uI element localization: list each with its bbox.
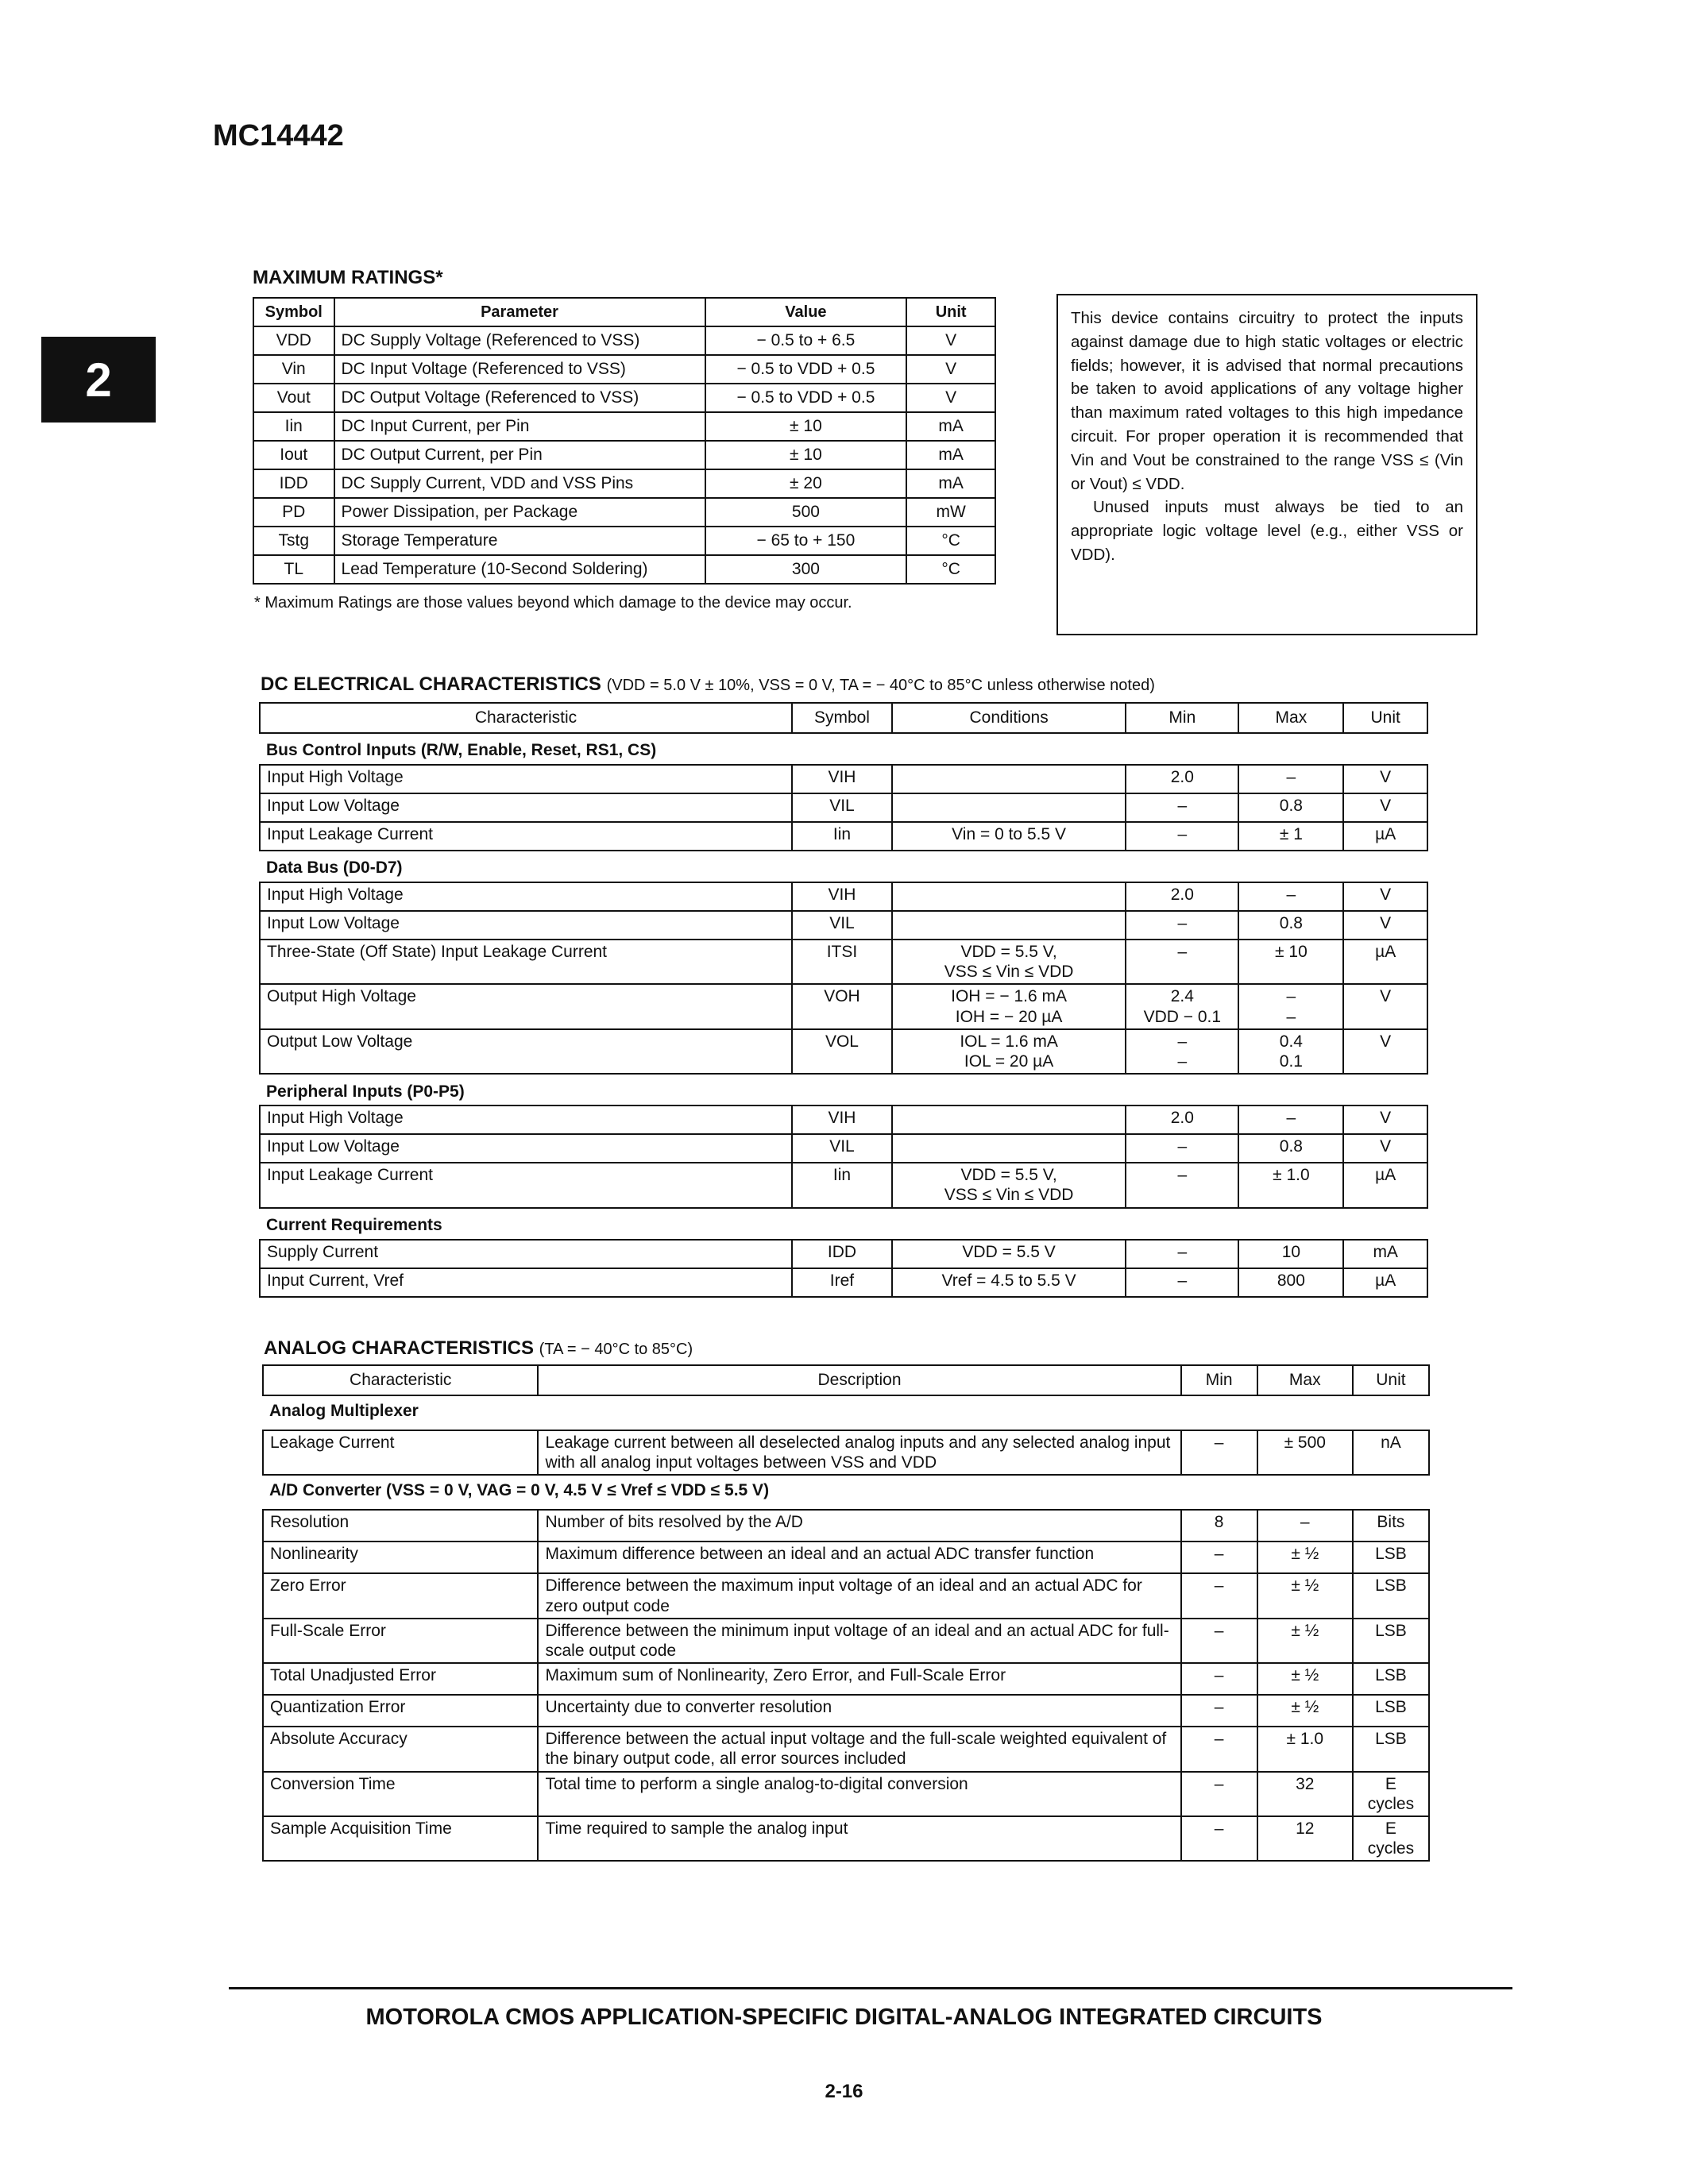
table-cell: 2.0 xyxy=(1126,765,1238,793)
table-cell: – xyxy=(1126,1163,1238,1207)
section-title: Analog Multiplexer xyxy=(269,1402,419,1420)
table-cell: V xyxy=(1343,1029,1427,1074)
column-header: Description xyxy=(538,1365,1180,1395)
analog-characteristics-table xyxy=(262,1364,1430,1862)
table-cell: 12 xyxy=(1257,1816,1353,1861)
table-cell: V xyxy=(1343,765,1427,793)
table-cell: Vref = 4.5 to 5.5 V xyxy=(892,1268,1126,1297)
table-cell: mA xyxy=(906,412,995,441)
table-cell: ± ½ xyxy=(1257,1542,1353,1573)
table-cell: Full-Scale Error xyxy=(263,1619,538,1663)
table-cell: – – xyxy=(1126,1029,1238,1074)
table-cell: ± 1.0 xyxy=(1238,1163,1343,1207)
table-cell: Input Low Voltage xyxy=(260,911,792,940)
table-cell: LSB xyxy=(1353,1619,1429,1663)
table-cell: Input Leakage Current xyxy=(260,1163,792,1207)
section-header-row xyxy=(263,1475,1429,1510)
table-cell: µA xyxy=(1343,1268,1427,1297)
section-header-row xyxy=(260,1074,1427,1106)
table-row xyxy=(253,384,995,412)
table-row xyxy=(263,1573,1429,1618)
max-ratings-title: MAXIMUM RATINGS* xyxy=(253,267,443,288)
table-cell: V xyxy=(1343,1134,1427,1163)
max-ratings-table xyxy=(253,297,996,585)
table-cell: − 65 to + 150 xyxy=(705,527,907,555)
table-cell: VDD = 5.5 V, VSS ≤ Vin ≤ VDD xyxy=(892,940,1126,984)
section-header-row xyxy=(260,851,1427,882)
table-cell: – xyxy=(1181,1816,1257,1861)
table-cell: Total Unadjusted Error xyxy=(263,1663,538,1695)
table-cell: – xyxy=(1181,1619,1257,1663)
table-cell: – – xyxy=(1238,984,1343,1028)
table-cell: ± 1 xyxy=(1238,822,1343,851)
table-cell: Difference between the maximum input voltage of an ideal and an actual ADC for zero output code xyxy=(538,1573,1180,1618)
table-cell: µA xyxy=(1343,822,1427,851)
column-header: Symbol xyxy=(792,703,892,733)
column-header: Min xyxy=(1126,703,1238,733)
table-cell: Storage Temperature xyxy=(334,527,705,555)
table-cell: – xyxy=(1126,1268,1238,1297)
table-cell: mA xyxy=(906,469,995,498)
esd-note-paragraph-2: Unused inputs must always be tied to an appropriate logic voltage level (e.g., either VSS or VDD). xyxy=(1071,498,1463,564)
table-row xyxy=(263,1727,1429,1771)
table-cell: Input Low Voltage xyxy=(260,793,792,822)
section-title: A/D Converter (VSS = 0 V, VAG = 0 V, 4.5 V ≤ Vref ≤ VDD ≤ 5.5 V) xyxy=(269,1481,770,1500)
table-cell: Total time to perform a single analog-to-digital conversion xyxy=(538,1772,1180,1816)
table-cell: DC Output Current, per Pin xyxy=(334,441,705,469)
table-row xyxy=(260,940,1427,984)
table-cell: VIL xyxy=(792,1134,892,1163)
table-row xyxy=(263,1663,1429,1695)
table-cell: − 0.5 to VDD + 0.5 xyxy=(705,355,907,384)
column-header: Unit xyxy=(1353,1365,1429,1395)
table-cell: Conversion Time xyxy=(263,1772,538,1816)
table-cell: – xyxy=(1181,1542,1257,1573)
page-number: 2-16 xyxy=(825,2081,863,2102)
table-cell: LSB xyxy=(1353,1727,1429,1771)
table-cell: Power Dissipation, per Package xyxy=(334,498,705,527)
table-cell: Number of bits resolved by the A/D xyxy=(538,1510,1180,1542)
table-row xyxy=(260,765,1427,793)
table-cell: LSB xyxy=(1353,1542,1429,1573)
table-cell: IDD xyxy=(253,469,334,498)
table-cell: Input Leakage Current xyxy=(260,822,792,851)
table-cell: ± 500 xyxy=(1257,1430,1353,1475)
table-row xyxy=(263,1816,1429,1861)
section-title: Data Bus (D0-D7) xyxy=(266,859,403,878)
column-header: Characteristic xyxy=(263,1365,538,1395)
table-cell: Iin xyxy=(792,822,892,851)
analog-characteristics-title xyxy=(264,1337,693,1360)
table-cell: Iout xyxy=(253,441,334,469)
table-cell: Input High Voltage xyxy=(260,882,792,911)
table-cell: Leakage current between all deselected analog inputs and any selected analog input with all analog input voltages between VSS and VDD xyxy=(538,1430,1180,1475)
table-row xyxy=(260,1106,1427,1134)
table-cell: Iin xyxy=(253,412,334,441)
table-cell: Zero Error xyxy=(263,1573,538,1618)
table-cell: mA xyxy=(1343,1240,1427,1268)
table-cell: Lead Temperature (10-Second Soldering) xyxy=(334,555,705,584)
table-cell: – xyxy=(1181,1772,1257,1816)
table-cell: VIH xyxy=(792,882,892,911)
table-cell: − 0.5 to + 6.5 xyxy=(705,326,907,355)
table-cell xyxy=(892,765,1126,793)
table-cell: V xyxy=(906,326,995,355)
table-cell: °C xyxy=(906,527,995,555)
table-cell: ± 1.0 xyxy=(1257,1727,1353,1771)
table-cell: – xyxy=(1181,1695,1257,1727)
table-cell: IOL = 1.6 mA IOL = 20 µA xyxy=(892,1029,1126,1074)
dc-conditions: (VDD = 5.0 V ± 10%, VSS = 0 V, TA = − 40°C to 85°C unless otherwise noted) xyxy=(606,677,1155,694)
table-row xyxy=(253,527,995,555)
table-cell: DC Supply Voltage (Referenced to VSS) xyxy=(334,326,705,355)
table-cell: – xyxy=(1126,793,1238,822)
table-cell: – xyxy=(1126,940,1238,984)
table-cell: Sample Acquisition Time xyxy=(263,1816,538,1861)
table-cell: ± ½ xyxy=(1257,1573,1353,1618)
table-row xyxy=(253,355,995,384)
table-cell: Resolution xyxy=(263,1510,538,1542)
table-cell: Quantization Error xyxy=(263,1695,538,1727)
table-cell: Absolute Accuracy xyxy=(263,1727,538,1771)
column-header: Unit xyxy=(906,298,995,326)
analog-conditions: (TA = − 40°C to 85°C) xyxy=(539,1341,693,1358)
table-cell: VDD = 5.5 V xyxy=(892,1240,1126,1268)
table-row xyxy=(260,882,1427,911)
table-cell: Iin xyxy=(792,1163,892,1207)
section-tab: 2 xyxy=(41,337,156,423)
table-cell: ± 10 xyxy=(705,412,907,441)
table-cell: Three-State (Off State) Input Leakage Current xyxy=(260,940,792,984)
section-title: Bus Control Inputs (R/W, Enable, Reset, RS1, CS) xyxy=(266,741,657,760)
column-header: Max xyxy=(1238,703,1343,733)
column-header: Unit xyxy=(1343,703,1427,733)
table-cell: Difference between the minimum input voltage of an ideal and an actual ADC for full-scale output code xyxy=(538,1619,1180,1663)
table-cell: ± 10 xyxy=(1238,940,1343,984)
table-row xyxy=(260,822,1427,851)
table-cell: V xyxy=(1343,1106,1427,1134)
column-header: Symbol xyxy=(253,298,334,326)
table-row xyxy=(260,911,1427,940)
table-cell: Nonlinearity xyxy=(263,1542,538,1573)
table-row xyxy=(263,1542,1429,1573)
column-header: Characteristic xyxy=(260,703,792,733)
esd-note-paragraph-1: This device contains circuitry to protect the inputs against damage due to high static voltages or electric fields; however, it is advised that normal precautions be taken to avoid applications of any voltage higher than maximum rated voltages to this high impedance circuit. For proper operation it is recommended that Vin and Vout be constrained to the range VSS ≤ (Vin or Vout) ≤ VDD. xyxy=(1071,309,1463,493)
footer-text: MOTOROLA CMOS APPLICATION-SPECIFIC DIGITAL-ANALOG INTEGRATED CIRCUITS xyxy=(365,2005,1323,2030)
column-header: Conditions xyxy=(892,703,1126,733)
table-cell: ± 20 xyxy=(705,469,907,498)
table-row xyxy=(253,469,995,498)
table-cell: DC Input Voltage (Referenced to VSS) xyxy=(334,355,705,384)
table-cell: VIL xyxy=(792,793,892,822)
table-cell: Maximum sum of Nonlinearity, Zero Error, and Full-Scale Error xyxy=(538,1663,1180,1695)
table-cell: – xyxy=(1181,1573,1257,1618)
table-cell: Input Current, Vref xyxy=(260,1268,792,1297)
table-cell: mW xyxy=(906,498,995,527)
table-cell: ± ½ xyxy=(1257,1663,1353,1695)
table-cell: LSB xyxy=(1353,1573,1429,1618)
table-cell xyxy=(892,793,1126,822)
column-header: Min xyxy=(1181,1365,1257,1395)
table-cell: Vin = 0 to 5.5 V xyxy=(892,822,1126,851)
table-row xyxy=(260,1163,1427,1207)
table-cell: – xyxy=(1238,882,1343,911)
table-row xyxy=(260,984,1427,1028)
table-cell: V xyxy=(1343,911,1427,940)
table-row xyxy=(253,498,995,527)
table-cell: LSB xyxy=(1353,1695,1429,1727)
column-header: Parameter xyxy=(334,298,705,326)
table-cell: µA xyxy=(1343,940,1427,984)
table-cell: 0.8 xyxy=(1238,1134,1343,1163)
table-cell: IOH = − 1.6 mA IOH = − 20 µA xyxy=(892,984,1126,1028)
table-cell: 500 xyxy=(705,498,907,527)
table-cell xyxy=(892,911,1126,940)
table-cell: Iref xyxy=(792,1268,892,1297)
table-cell: VIH xyxy=(792,765,892,793)
table-cell xyxy=(892,1134,1126,1163)
table-cell: VIH xyxy=(792,1106,892,1134)
table-cell: V xyxy=(1343,984,1427,1028)
table-cell: – xyxy=(1126,1240,1238,1268)
table-cell: – xyxy=(1181,1430,1257,1475)
table-cell: nA xyxy=(1353,1430,1429,1475)
table-cell: DC Output Voltage (Referenced to VSS) xyxy=(334,384,705,412)
footer-rule xyxy=(229,1987,1512,1989)
table-cell: 0.8 xyxy=(1238,911,1343,940)
section-title: Current Requirements xyxy=(266,1215,442,1234)
section-header-row xyxy=(260,733,1427,765)
table-cell: E cycles xyxy=(1353,1772,1429,1816)
table-row xyxy=(260,1268,1427,1297)
column-header: Max xyxy=(1257,1365,1353,1395)
table-row xyxy=(253,555,995,584)
table-cell: Tstg xyxy=(253,527,334,555)
table-row xyxy=(260,1134,1427,1163)
dc-title-text: DC ELECTRICAL CHARACTERISTICS xyxy=(261,673,601,695)
table-cell: °C xyxy=(906,555,995,584)
table-row xyxy=(253,326,995,355)
table-cell: Difference between the actual input voltage and the full-scale weighted equivalent of the binary output code, all error sources included xyxy=(538,1727,1180,1771)
dc-characteristics-title xyxy=(261,673,1155,696)
table-cell: Leakage Current xyxy=(263,1430,538,1475)
table-cell: V xyxy=(1343,793,1427,822)
table-cell: Maximum difference between an ideal and an actual ADC transfer function xyxy=(538,1542,1180,1573)
table-row xyxy=(263,1510,1429,1542)
table-row xyxy=(263,1772,1429,1816)
table-cell: Output Low Voltage xyxy=(260,1029,792,1074)
table-cell: ITSI xyxy=(792,940,892,984)
table-cell: 300 xyxy=(705,555,907,584)
table-cell: 0.8 xyxy=(1238,793,1343,822)
table-cell: 2.0 xyxy=(1126,1106,1238,1134)
table-cell: LSB xyxy=(1353,1663,1429,1695)
table-cell: – xyxy=(1181,1663,1257,1695)
table-cell: ± ½ xyxy=(1257,1695,1353,1727)
table-cell: – xyxy=(1181,1727,1257,1771)
table-row xyxy=(263,1430,1429,1475)
table-cell: Input High Voltage xyxy=(260,1106,792,1134)
table-cell: DC Supply Current, VDD and VSS Pins xyxy=(334,469,705,498)
table-row xyxy=(260,1240,1427,1268)
table-cell: 32 xyxy=(1257,1772,1353,1816)
dc-characteristics-table xyxy=(259,702,1428,1298)
table-cell: E cycles xyxy=(1353,1816,1429,1861)
table-row xyxy=(253,441,995,469)
table-cell: – xyxy=(1238,1106,1343,1134)
table-cell: 2.0 xyxy=(1126,882,1238,911)
table-cell: VIL xyxy=(792,911,892,940)
table-cell: ± ½ xyxy=(1257,1619,1353,1663)
table-row xyxy=(253,412,995,441)
table-cell: – xyxy=(1126,911,1238,940)
table-cell: Supply Current xyxy=(260,1240,792,1268)
table-cell: VDD = 5.5 V, VSS ≤ Vin ≤ VDD xyxy=(892,1163,1126,1207)
table-cell: VOL xyxy=(792,1029,892,1074)
table-cell: Bits xyxy=(1353,1510,1429,1542)
table-cell: − 0.5 to VDD + 0.5 xyxy=(705,384,907,412)
column-header: Value xyxy=(705,298,907,326)
table-cell: VOH xyxy=(792,984,892,1028)
table-cell: 0.4 0.1 xyxy=(1238,1029,1343,1074)
table-cell: Input Low Voltage xyxy=(260,1134,792,1163)
table-cell: VDD xyxy=(253,326,334,355)
table-cell: DC Input Current, per Pin xyxy=(334,412,705,441)
table-row xyxy=(260,793,1427,822)
table-cell: ± 10 xyxy=(705,441,907,469)
analog-title-text: ANALOG CHARACTERISTICS xyxy=(264,1337,534,1359)
table-cell: Uncertainty due to converter resolution xyxy=(538,1695,1180,1727)
table-cell: – xyxy=(1126,822,1238,851)
table-row xyxy=(260,1029,1427,1074)
table-cell: 2.4 VDD − 0.1 xyxy=(1126,984,1238,1028)
table-cell: – xyxy=(1238,765,1343,793)
table-cell: V xyxy=(906,384,995,412)
table-cell: Output High Voltage xyxy=(260,984,792,1028)
table-cell: µA xyxy=(1343,1163,1427,1207)
table-cell: – xyxy=(1126,1134,1238,1163)
table-cell: 10 xyxy=(1238,1240,1343,1268)
table-cell: Time required to sample the analog input xyxy=(538,1816,1180,1861)
table-cell: TL xyxy=(253,555,334,584)
section-header-row xyxy=(260,1208,1427,1240)
table-cell: PD xyxy=(253,498,334,527)
section-header-row xyxy=(263,1395,1429,1430)
table-row xyxy=(263,1619,1429,1663)
part-number: MC14442 xyxy=(213,119,344,152)
table-cell: – xyxy=(1257,1510,1353,1542)
table-cell: mA xyxy=(906,441,995,469)
section-title: Peripheral Inputs (P0-P5) xyxy=(266,1082,465,1101)
table-cell: IDD xyxy=(792,1240,892,1268)
max-ratings-footnote: * Maximum Ratings are those values beyond which damage to the device may occur. xyxy=(254,594,852,612)
table-cell: V xyxy=(1343,882,1427,911)
table-row xyxy=(263,1695,1429,1727)
table-cell: Vout xyxy=(253,384,334,412)
table-cell: 800 xyxy=(1238,1268,1343,1297)
table-cell: Vin xyxy=(253,355,334,384)
table-cell: 8 xyxy=(1181,1510,1257,1542)
table-cell xyxy=(892,1106,1126,1134)
esd-protection-note xyxy=(1056,294,1477,635)
table-cell: V xyxy=(906,355,995,384)
table-cell xyxy=(892,882,1126,911)
table-cell: Input High Voltage xyxy=(260,765,792,793)
